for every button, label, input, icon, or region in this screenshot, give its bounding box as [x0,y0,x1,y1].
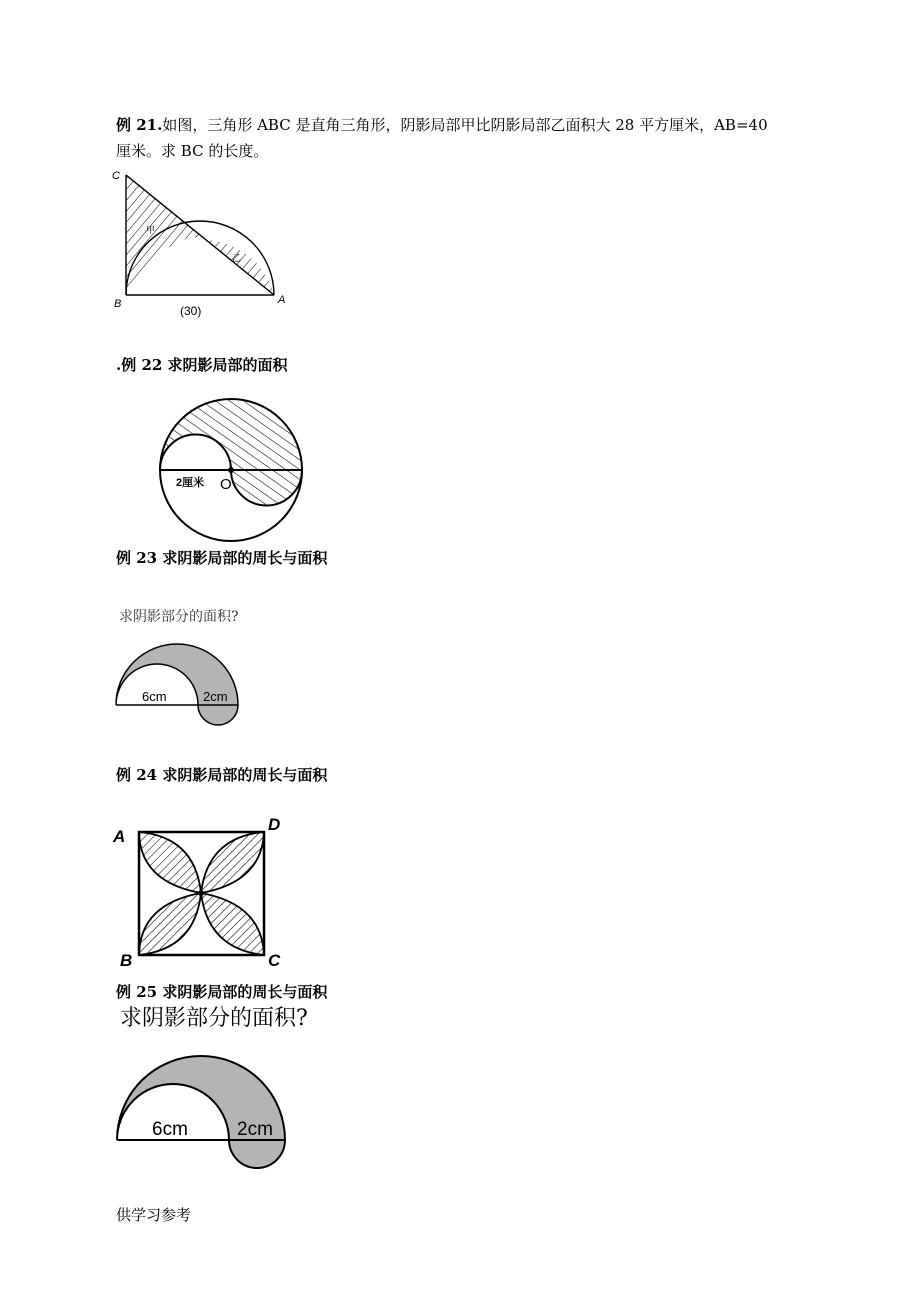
ex21-label-c: C [112,170,120,182]
ex21-label-b: B [114,298,122,310]
ex23-shaded-crescent [116,644,238,725]
ex22-center-dot [228,467,234,473]
ex22-shaded-lower [231,470,302,505]
ex25-title: 例 25 求阴影局部的周长与面积 [116,983,328,1001]
ex25-label-6cm: 6cm [152,1119,188,1140]
ex24-petal-dc [201,893,264,955]
ex21-text [116,112,816,164]
ex22-title: .例 22 求阴影局部的面积 [116,356,288,374]
footer-note: 供学习参考 [116,1206,192,1224]
ex25-question: 求阴影部分的面积? [120,1006,308,1031]
ex22-shaded-upper [160,399,302,470]
ex23-question: 求阴影部分的面积? [119,609,239,625]
ex21-number: 例 21. [116,116,163,134]
ex23-figure [112,626,244,734]
ex25-label-2cm: 2cm [237,1119,273,1140]
ex22-radius-label: 2厘米 [176,477,205,489]
ex21-label-base: (30) [180,304,202,318]
ex24-petal-ab [139,832,201,893]
ex21-line1: 如图，三角形 ABC 是直角三角形，阴影局部甲比阴影局部乙面积大 28 平方厘米，AB=40 [162,116,768,134]
ex21-label-a: A [278,294,286,306]
ex25-shaded-crescent [117,1056,285,1168]
ex21-label-yi: 乙 [232,253,242,263]
ex24-figure [110,812,290,972]
ex24-label-d: D [268,815,281,834]
ex24-label-c: C [268,951,281,970]
ex21-label-jia: 甲 [146,225,156,235]
ex21-region-jia [126,175,206,295]
ex24-label-a: A [113,827,126,846]
ex24-petal-bc [139,893,201,955]
ex22-figure [158,400,304,540]
ex24-title: 例 24 求阴影局部的周长与面积 [116,766,328,784]
ex22-center-label: O [220,476,232,493]
ex25-figure [112,1040,292,1176]
ex24-center-point [198,890,204,896]
ex23-label-2cm: 2cm [203,689,228,704]
ex24-label-b: B [120,951,133,970]
ex21-line2: 厘米。求 BC 的长度。 [116,142,269,160]
ex23-title: 例 23 求阴影局部的周长与面积 [116,549,328,567]
ex21-figure [110,165,300,325]
ex24-petal-cd [201,832,264,893]
ex23-label-6cm: 6cm [142,689,167,704]
